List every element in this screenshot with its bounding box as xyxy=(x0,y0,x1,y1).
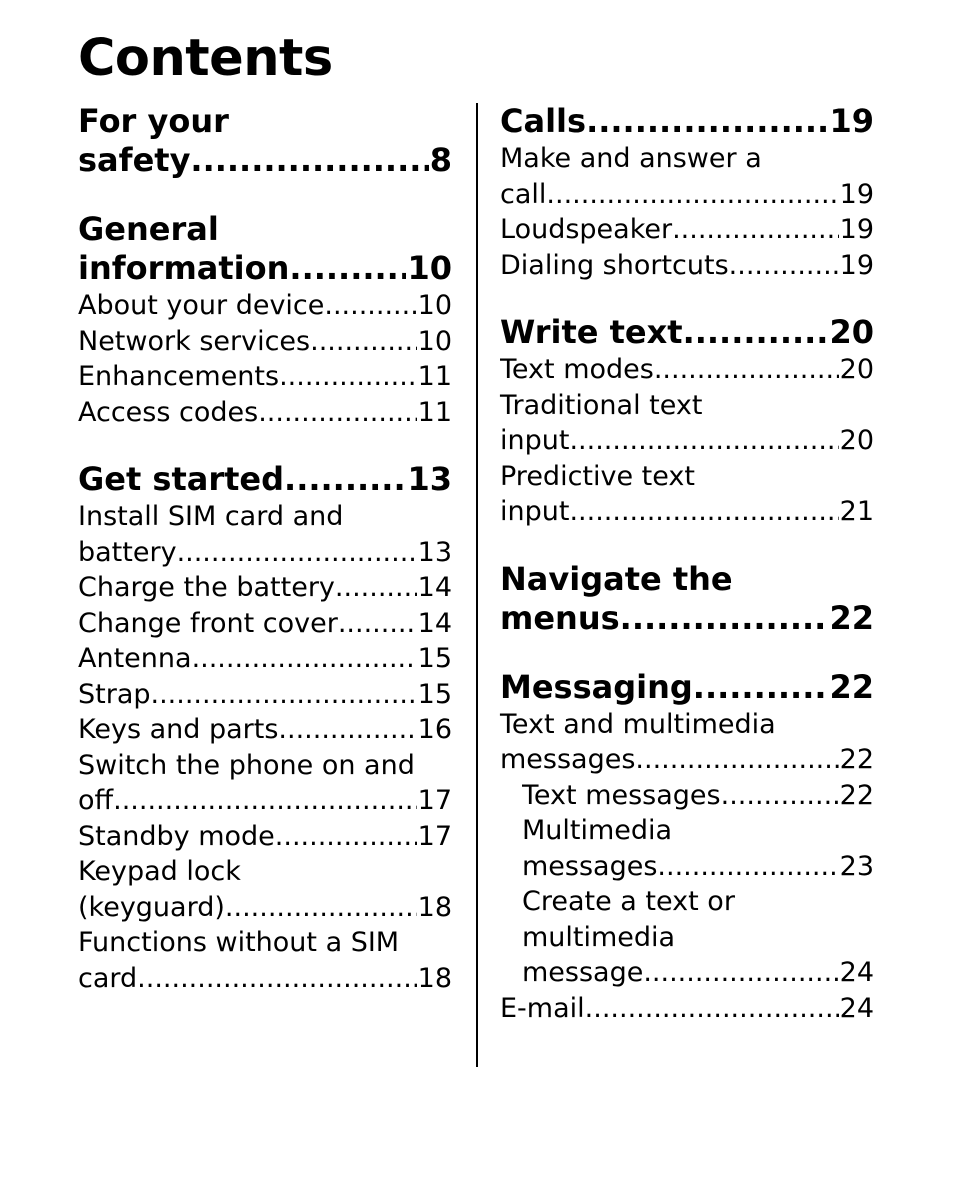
page-number: 15 xyxy=(417,643,452,674)
toc-leader-line xyxy=(500,599,874,638)
toc-text-line: Keypad lock xyxy=(78,856,241,887)
dot-leader xyxy=(654,352,839,388)
toc-leader-line xyxy=(78,570,452,606)
toc-leader-line xyxy=(78,712,452,748)
toc-leader-line xyxy=(78,677,452,713)
toc-title: off xyxy=(78,785,114,816)
toc-section xyxy=(78,210,452,430)
toc-column-right xyxy=(500,102,874,1056)
toc-subentry[interactable] xyxy=(500,813,874,884)
toc-leader-line xyxy=(500,494,874,530)
toc-title: message xyxy=(522,957,644,988)
toc-entry[interactable] xyxy=(500,459,874,530)
page-number: 14 xyxy=(417,572,452,603)
toc-text-line: Traditional text xyxy=(500,389,703,421)
toc-leader-line xyxy=(78,460,452,499)
page-number: 17 xyxy=(417,785,452,816)
toc-title: Enhancements xyxy=(78,361,280,392)
page-number: 10 xyxy=(417,290,452,321)
toc-text-line: Multimedia xyxy=(522,815,673,846)
page-number: 14 xyxy=(417,607,452,639)
toc-title: messages xyxy=(522,850,658,882)
toc-title: Keys and parts xyxy=(78,714,279,745)
section-heading[interactable] xyxy=(78,460,452,499)
toc-title: Text messages xyxy=(522,779,721,811)
toc-leader-line xyxy=(78,819,452,855)
toc-title: card xyxy=(78,962,138,994)
toc-entry[interactable] xyxy=(78,324,452,360)
toc-text-line: Predictive text xyxy=(500,460,695,492)
dot-leader xyxy=(335,570,417,606)
page-number: 19 xyxy=(839,214,874,245)
toc-entry[interactable] xyxy=(78,712,452,748)
page-number: 15 xyxy=(417,678,452,710)
toc-title: Text modes xyxy=(500,354,654,385)
section-heading[interactable] xyxy=(500,102,874,141)
page-number: 24 xyxy=(839,992,874,1024)
page-number: 24 xyxy=(839,957,874,988)
toc-title: Access codes xyxy=(78,396,259,428)
toc-leader-line xyxy=(78,606,452,642)
toc-column-left xyxy=(78,102,452,1026)
toc-entry[interactable] xyxy=(78,854,452,925)
toc-leader-line xyxy=(500,423,874,459)
dot-leader xyxy=(177,535,417,571)
toc-leader-line xyxy=(522,955,874,991)
dot-leader xyxy=(585,991,839,1027)
toc-title: About your device xyxy=(78,290,325,321)
toc-text-line: For your xyxy=(78,102,229,140)
page-number: 22 xyxy=(839,779,874,811)
toc-title: Get started xyxy=(78,460,285,498)
dot-leader xyxy=(620,599,829,638)
toc-leader-line xyxy=(78,890,452,926)
toc-entry[interactable] xyxy=(78,499,452,570)
toc-entry[interactable] xyxy=(78,748,452,819)
dot-leader xyxy=(569,423,838,459)
dot-leader xyxy=(586,102,828,141)
toc-title: Dialing shortcuts xyxy=(500,249,729,281)
dot-leader xyxy=(683,313,829,352)
dot-leader xyxy=(310,324,417,360)
toc-entry[interactable] xyxy=(78,606,452,642)
page-number: 20 xyxy=(839,354,874,385)
section-heading[interactable] xyxy=(500,560,874,638)
toc-text-line: Switch the phone on and xyxy=(78,749,415,781)
dot-leader xyxy=(569,494,838,530)
toc-section xyxy=(500,102,874,283)
section-heading[interactable] xyxy=(78,210,452,288)
page-number: 8 xyxy=(429,141,452,179)
toc-entry[interactable] xyxy=(78,359,452,395)
toc-title: Charge the battery xyxy=(78,572,335,603)
toc-entry[interactable] xyxy=(500,248,874,284)
toc-leader-line xyxy=(500,248,874,284)
toc-leader-line xyxy=(500,212,874,248)
dot-leader xyxy=(137,961,416,997)
toc-text-line: Functions without a SIM xyxy=(78,927,400,958)
toc-title: Standby mode xyxy=(78,820,275,852)
toc-title: Strap xyxy=(78,678,151,710)
toc-leader-line xyxy=(78,641,452,677)
dot-leader xyxy=(278,712,416,748)
page-number: 16 xyxy=(417,714,452,745)
toc-entry[interactable] xyxy=(500,707,874,778)
toc-leader-line xyxy=(78,395,452,431)
toc-text-line: Make and answer a xyxy=(500,143,762,174)
toc-subentry[interactable] xyxy=(500,778,874,814)
toc-section xyxy=(500,560,874,638)
toc-title: call xyxy=(500,178,547,210)
toc-leader-line xyxy=(78,961,452,997)
toc-title: input xyxy=(500,496,570,527)
toc-leader-line xyxy=(78,288,452,324)
toc-section xyxy=(78,460,452,996)
toc-entry[interactable] xyxy=(78,288,452,324)
toc-section xyxy=(500,668,874,1027)
toc-entry[interactable] xyxy=(500,212,874,248)
dot-leader xyxy=(721,778,839,814)
toc-entry[interactable] xyxy=(78,641,452,677)
page-number: 20 xyxy=(839,425,874,456)
page-number: 11 xyxy=(417,361,452,392)
toc-title: Messaging xyxy=(500,667,693,706)
dot-leader xyxy=(258,395,416,431)
dot-leader xyxy=(635,742,838,778)
toc-title: input xyxy=(500,425,570,456)
toc-leader-line xyxy=(78,324,452,360)
toc-entry[interactable] xyxy=(500,141,874,212)
dot-leader xyxy=(546,177,838,213)
toc-entry[interactable] xyxy=(78,819,452,855)
toc-leader-line xyxy=(500,102,874,141)
toc-entry[interactable] xyxy=(78,677,452,713)
dot-leader xyxy=(657,849,838,885)
toc-leader-line xyxy=(78,249,452,288)
toc-title: Antenna xyxy=(78,643,192,674)
page-number: 22 xyxy=(839,744,874,775)
page-number: 19 xyxy=(839,178,874,210)
page-number: 13 xyxy=(417,536,452,568)
toc-text-line: Text and multimedia xyxy=(500,708,776,740)
page-number: 11 xyxy=(417,396,452,428)
dot-leader xyxy=(729,248,839,284)
page-number: 21 xyxy=(839,496,874,527)
toc-title: E-mail xyxy=(500,992,585,1024)
toc-title: Calls xyxy=(500,102,587,140)
toc-text-line: Install SIM card and xyxy=(78,501,344,532)
toc-section xyxy=(78,102,452,180)
toc-entry[interactable] xyxy=(78,925,452,996)
toc-title: Network services xyxy=(78,325,311,357)
toc-section xyxy=(500,313,874,530)
page-number: 13 xyxy=(407,460,452,498)
toc-leader-line xyxy=(500,742,874,778)
toc-text-line: Navigate the xyxy=(500,559,733,598)
toc-title: (keyguard) xyxy=(78,891,225,923)
page-title: Contents xyxy=(78,29,333,88)
section-heading[interactable] xyxy=(78,102,452,180)
toc-leader-line xyxy=(522,778,874,814)
toc-title: messages xyxy=(500,744,636,775)
toc-leader-line xyxy=(78,535,452,571)
column-divider xyxy=(476,103,478,1067)
section-heading[interactable] xyxy=(500,313,874,352)
page-number: 10 xyxy=(417,325,452,357)
toc-leader-line xyxy=(78,359,452,395)
dot-leader xyxy=(275,819,417,855)
toc-leader-line xyxy=(500,177,874,213)
toc-text-line: Create a text or xyxy=(522,886,735,917)
section-heading[interactable] xyxy=(500,668,874,707)
toc-text-line: multimedia xyxy=(522,921,676,953)
toc-entry[interactable] xyxy=(78,395,452,431)
dot-leader xyxy=(190,141,428,180)
toc-entry[interactable] xyxy=(500,991,874,1027)
dot-leader xyxy=(693,668,829,707)
page-number: 10 xyxy=(407,249,452,287)
toc-title: menus xyxy=(500,598,620,637)
dot-leader xyxy=(643,955,838,991)
dot-leader xyxy=(113,783,417,819)
toc-title: information xyxy=(78,249,290,287)
toc-entry[interactable] xyxy=(500,352,874,388)
toc-subentry[interactable] xyxy=(500,884,874,991)
toc-entry[interactable] xyxy=(500,388,874,459)
toc-leader-line xyxy=(78,141,452,180)
toc-title: Write text xyxy=(500,313,683,351)
page-number: 18 xyxy=(417,891,452,923)
page-number: 22 xyxy=(829,667,874,706)
toc-title: battery xyxy=(78,536,177,568)
page-number: 23 xyxy=(839,850,874,882)
toc-leader-line xyxy=(500,991,874,1027)
page-number: 19 xyxy=(839,249,874,281)
page-number: 20 xyxy=(829,313,874,351)
toc-entry[interactable] xyxy=(78,570,452,606)
toc-title: safety xyxy=(78,141,191,179)
toc-title: Change front cover xyxy=(78,607,338,639)
page-number: 18 xyxy=(417,962,452,994)
dot-leader xyxy=(284,460,406,499)
dot-leader xyxy=(151,677,417,713)
toc-leader-line xyxy=(522,849,874,885)
dot-leader xyxy=(289,249,406,288)
dot-leader xyxy=(338,606,417,642)
page-number: 22 xyxy=(829,598,874,637)
dot-leader xyxy=(672,212,839,248)
toc-leader-line xyxy=(500,313,874,352)
dot-leader xyxy=(192,641,417,677)
dot-leader xyxy=(324,288,416,324)
toc-leader-line xyxy=(78,783,452,819)
page-number: 17 xyxy=(417,820,452,852)
dot-leader xyxy=(279,359,417,395)
dot-leader xyxy=(225,890,417,926)
toc-leader-line xyxy=(500,352,874,388)
page-number: 19 xyxy=(829,102,874,140)
toc-text-line: General xyxy=(78,210,219,248)
toc-title: Loudspeaker xyxy=(500,214,673,245)
toc-leader-line xyxy=(500,668,874,707)
